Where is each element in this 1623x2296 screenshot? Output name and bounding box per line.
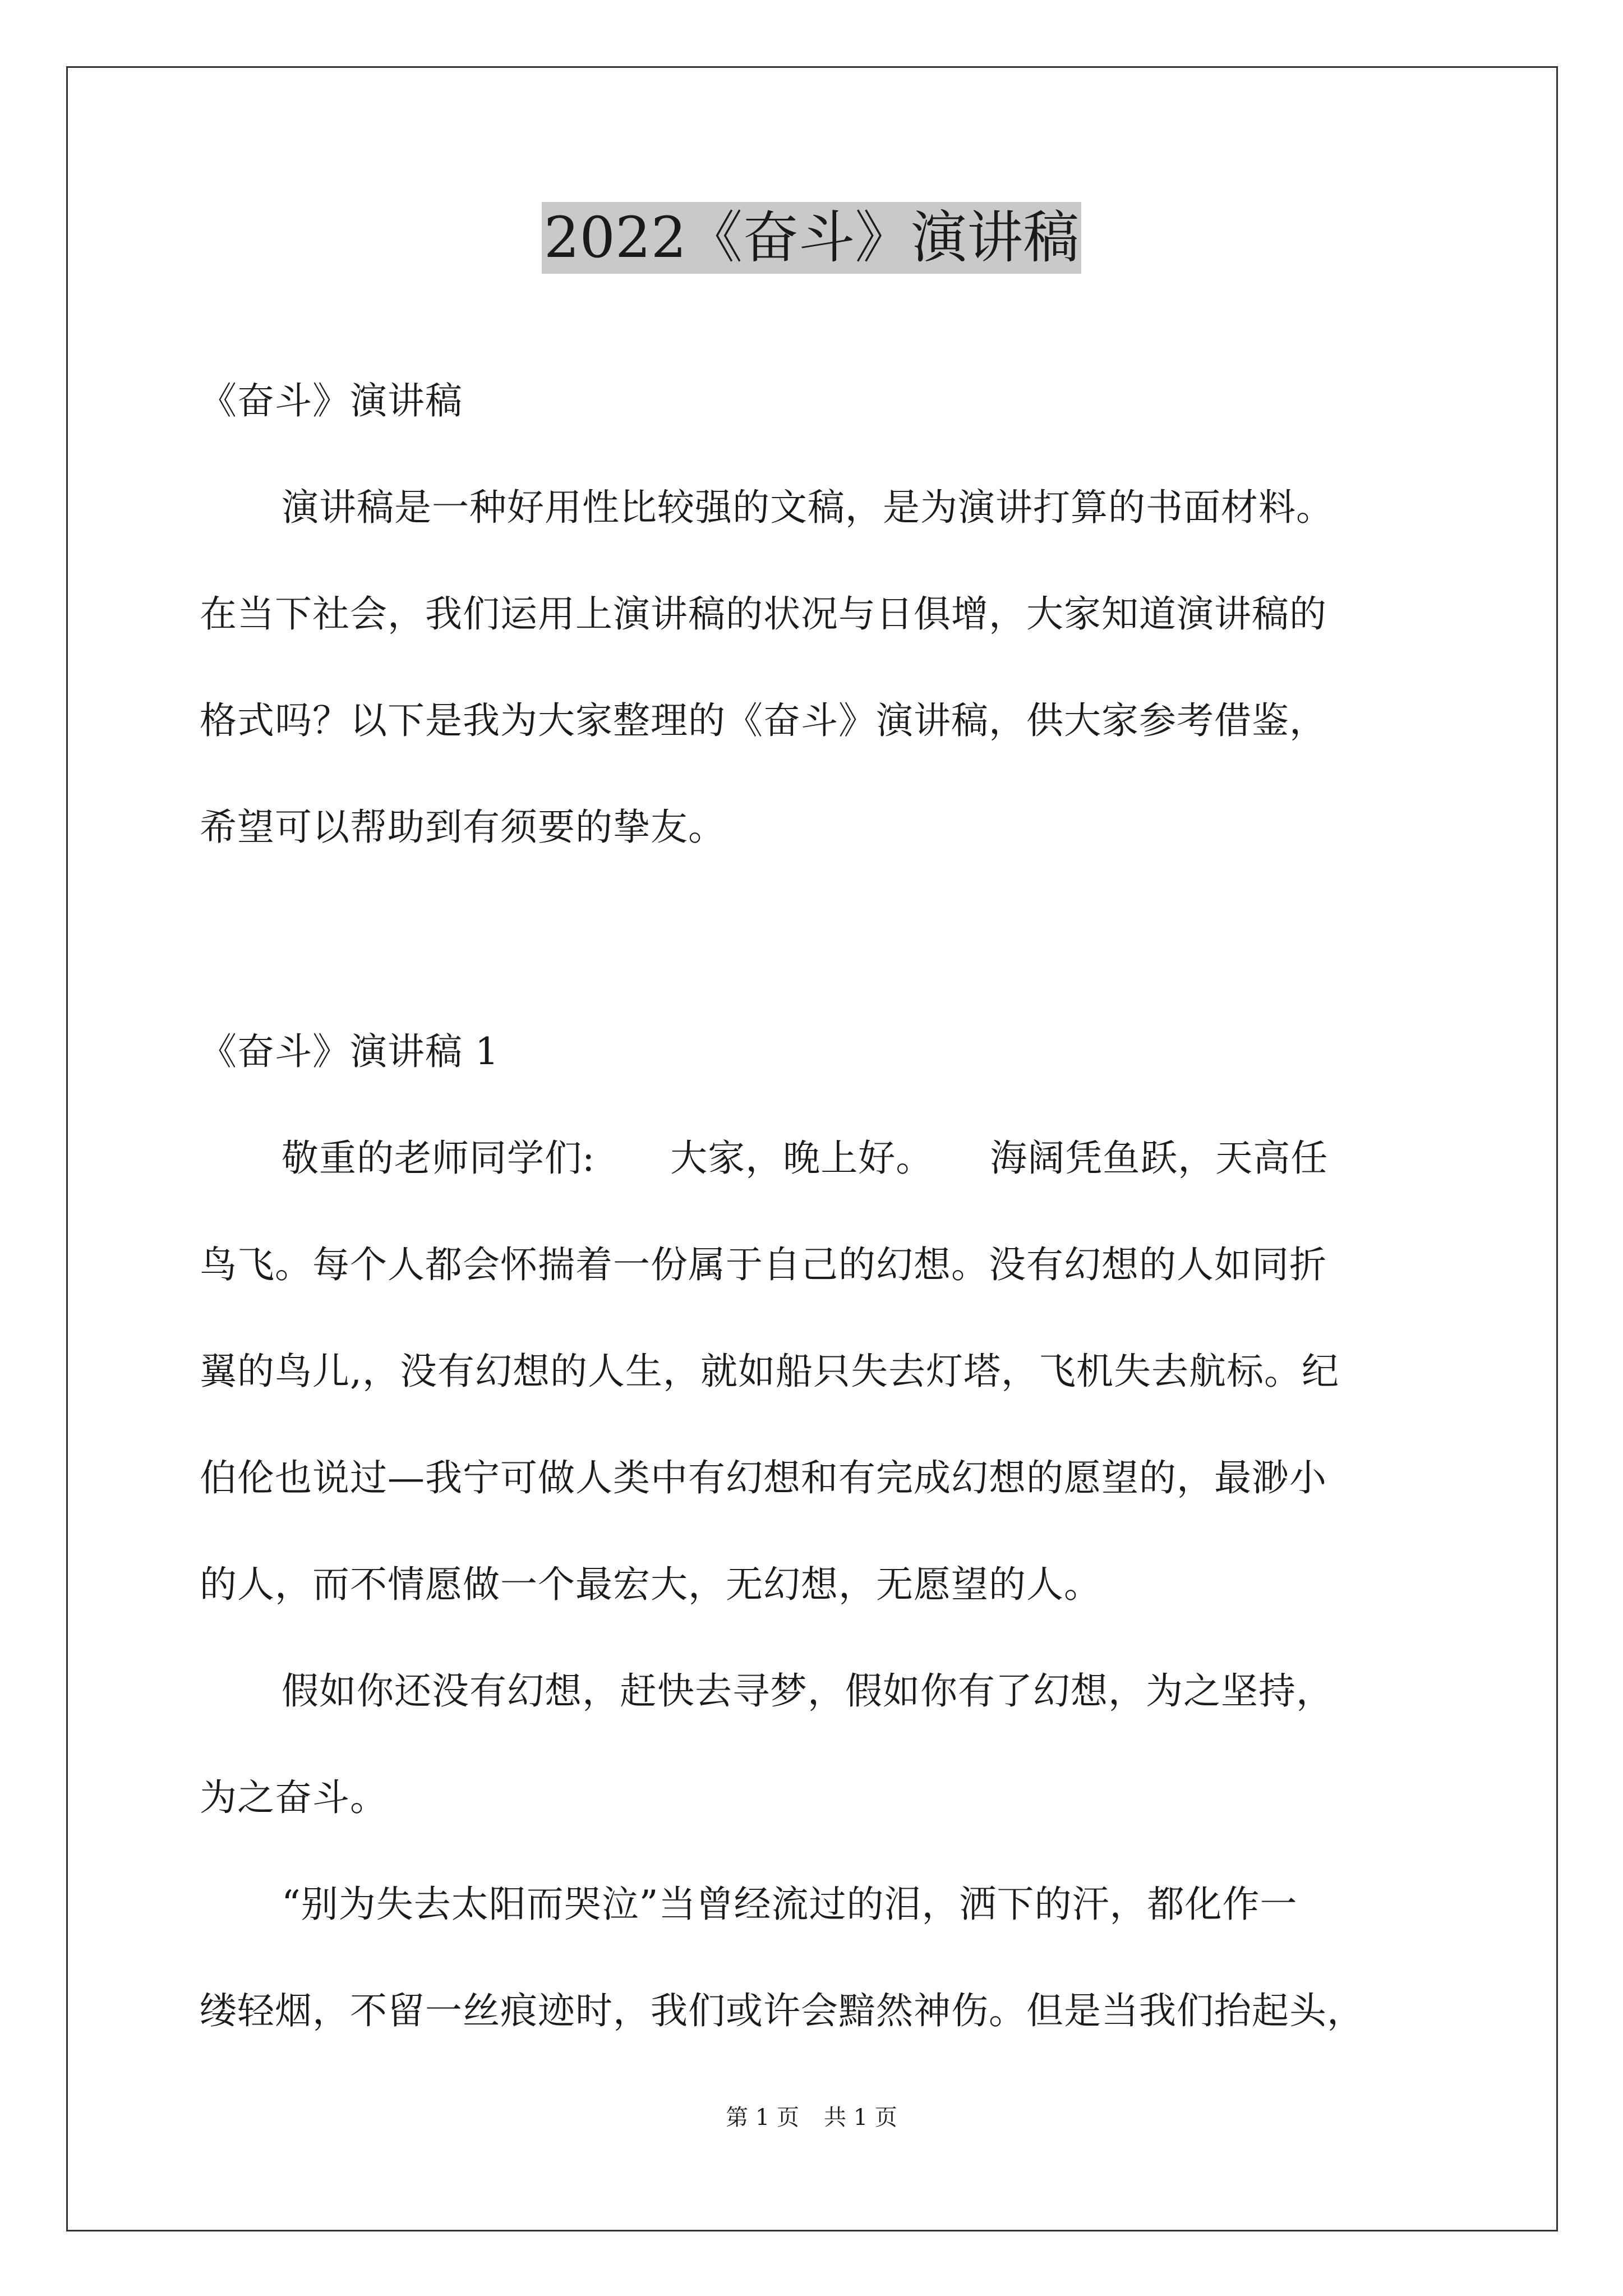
paragraph bbox=[200, 1638, 1431, 1851]
page-total: 共 1 页 bbox=[824, 2105, 897, 2131]
paragraph-line: 敬重的老师同学们: 大家，晚上好。 海阔凭鱼跃，天高任 bbox=[282, 1137, 1329, 1180]
intro-paragraph bbox=[200, 454, 1431, 881]
paragraph-line: 翼的鸟儿,，没有幻想的人生，就如船只失去灯塔，飞机失去航标。纪 bbox=[200, 1350, 1339, 1393]
title-block bbox=[0, 202, 1623, 274]
paragraph bbox=[200, 1105, 1431, 1638]
subheading: 《奋斗》演讲稿 bbox=[200, 379, 463, 422]
paragraph bbox=[200, 1851, 1431, 2064]
intro-line: 演讲稿是一种好用性比较强的文稿，是为演讲打算的书面材料。 bbox=[282, 486, 1334, 529]
section-gap bbox=[200, 881, 1431, 999]
paragraph-line: 为之奋斗。 bbox=[200, 1776, 388, 1819]
intro-line: 格式吗？以下是我为大家整理的《奋斗》演讲稿，供大家参考借鉴， bbox=[200, 699, 1327, 742]
page-number: 第 1 页 bbox=[726, 2105, 799, 2131]
paragraph-line: “别为失去太阳而哭泣”当曾经流过的泪，洒下的汗，都化作一 bbox=[282, 1883, 1298, 1926]
intro-line: 在当下社会，我们运用上演讲稿的状况与日俱增，大家知道演讲稿的 bbox=[200, 592, 1327, 636]
paragraph-line: 伯伦也说过—我宁可做人类中有幻想和有完成幻想的愿望的，最渺小 bbox=[200, 1456, 1327, 1499]
document-title: 2022《奋斗》演讲稿 bbox=[542, 202, 1082, 274]
paragraph-line: 鸟飞。每个人都会怀揣着一份属于自己的幻想。没有幻想的人如同折 bbox=[200, 1243, 1327, 1286]
paragraph-line: 的人，而不情愿做一个最宏大，无幻想，无愿望的人。 bbox=[200, 1563, 1101, 1606]
section-heading: 《奋斗》演讲稿 1 bbox=[200, 1030, 499, 1073]
paragraph-line: 缕轻烟，不留一丝痕迹时，我们或许会黯然神伤。但是当我们抬起头， bbox=[200, 1989, 1364, 2032]
intro-line: 希望可以帮助到有须要的挚友。 bbox=[200, 806, 726, 849]
document-body bbox=[200, 348, 1431, 2064]
paragraph-line: 假如你还没有幻想，赶快去寻梦，假如你有了幻想，为之坚持， bbox=[282, 1669, 1334, 1713]
page-footer bbox=[0, 2101, 1623, 2134]
